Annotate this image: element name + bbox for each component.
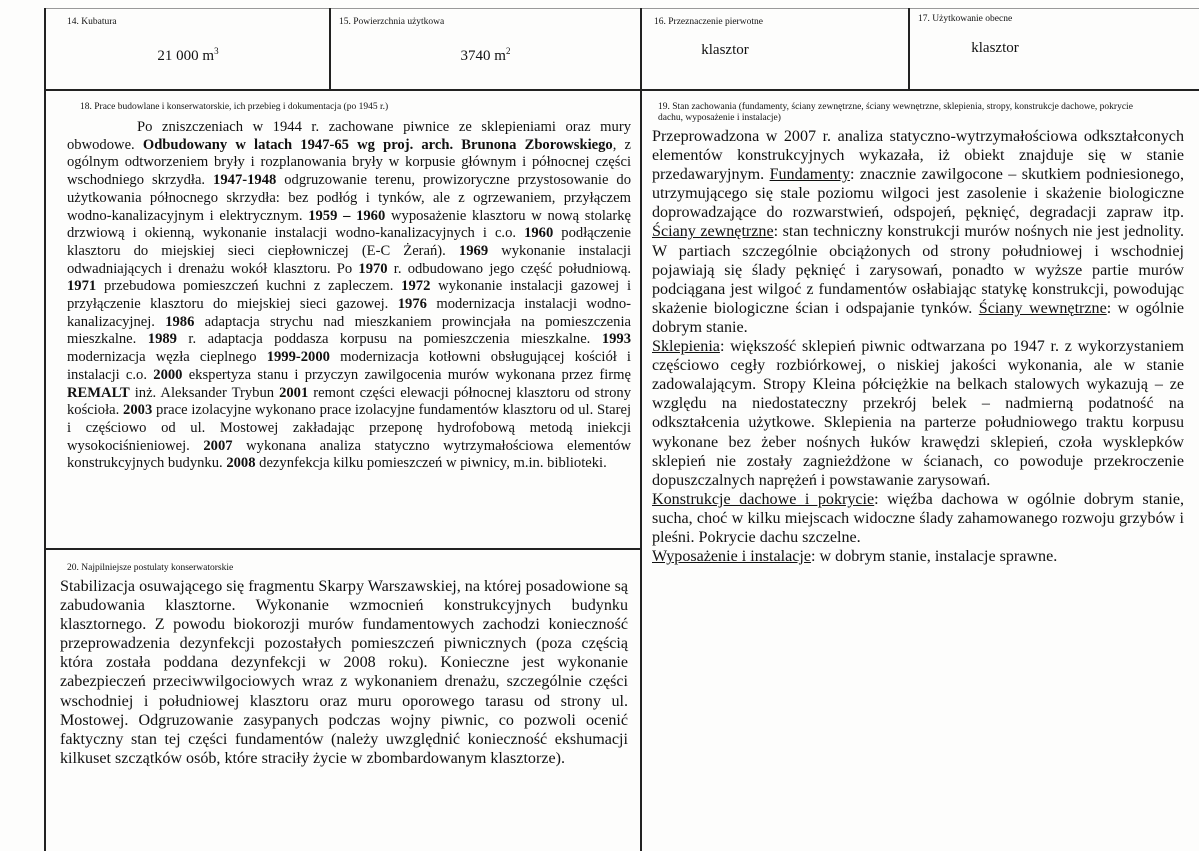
s18-t2: , z ogólnym odtworzeniem bryły i rozplanowania bryły w korpusie głównym i północnej części wschodniego skrzydła. (67, 136, 631, 189)
s19-u2: Ściany zewnętrzne (652, 223, 774, 241)
s18-t20: dezynfekcja kilku pomieszczeń w piwnicy, m.in. biblioteki. (255, 455, 607, 472)
s19-t3: : stan techniczny konstrukcji murów nośnych nie jest jednolity. W partiach szczególnie obciążonych od strony południowej i wschodniej pojawiają się ślady pęknięć i zarysowań, ponadto w wyższe partie murów podciągana jest wilgoć z fundamentów osłabiając statykę konstrukcji, powodując skażenie biologiczne ścian i odspajanie tynków. (652, 223, 1184, 317)
s18-t9: wykonanie instalacji gazowej i przyłączenie klasztoru do miejskiej sieci gazowej. (67, 278, 632, 313)
field-14-label: 14. Kubatura (67, 17, 117, 27)
section-20-label: 20. Najpilniejsze postulaty konserwatorskie (67, 563, 234, 573)
s18-b1: Odbudowany w latach 1947-65 wg proj. arch. Brunona Zborowskiego (142, 136, 613, 153)
s18-t15: ekspertyza stanu i przyczyn zawilgocenia murów wykonana przez firmę (182, 366, 631, 383)
s19-t4: : w ogólnie dobrym stanie. (652, 299, 1184, 336)
top-row-top-rule (44, 8, 1199, 9)
section-20-text: Stabilizacja osuwającego się fragmentu Skarpy Warszawskiej, na której posadowione są zabudowania klasztorne. Wykonanie wzmocnień konstrukcyjnych budynku klasztornego. Z powodu biokorozji murów fundamentowych zachodzi konieczność przeprowadzenia dezynfekcji pozostałych pomieszczeń piwnicznych (poza częścią która została poddana dezynfekcji w 2008 roku). Konieczne jest wykonanie zabezpieczeń przeciwwilgociowych wraz z wykonaniem drenażu, szczególnie części wschodniej i południowej klasztoru oraz muru oporowego tarasu od strony ul. Mostowej. Odgruzowanie zasypanych podczas wojny piwnic, co pozwoli ocenić faktyczny stan tej części fundamentów (należy uwzględnić konieczność ekshumacji kilkuset szczątków osób, które straciły życie w zbombardowanym klasztorze). (60, 578, 628, 767)
s19-u3: Ściany wewnętrzne (978, 299, 1107, 317)
field-17-label: 17. Użytkowanie obecne (918, 14, 1013, 24)
s18-b2: 1947-1948 (213, 172, 277, 189)
s18-t17: remont części elewacji północnej klasztoru od strony kościoła. (67, 384, 631, 419)
left-outer-rule (44, 8, 46, 851)
field-17-value: klasztor (971, 40, 1019, 56)
section-19-label: 19. Stan zachowania (fundamenty, ściany zewnętrzne, ściany wewnętrzne, sklepienia, stropy, konstrukcje dachowe, pokrycie dachu, wyposażenie i instalacje) (658, 102, 1133, 123)
s18-b4: 1960 (524, 225, 554, 242)
s18-t16: inż. Aleksander Trybun (129, 384, 280, 401)
field-15-unit-sup: 2 (505, 46, 511, 56)
s18-b6: 1970 (358, 260, 388, 277)
field-16-label: 16. Przeznaczenie pierwotne (654, 17, 763, 27)
s18-b3: 1959 – 1960 (308, 207, 386, 224)
s18-t5: podłączenie klasztoru do miejskiej sieci ciepłowniczej (E-C Żerań). (67, 225, 631, 259)
left-section-divider (44, 548, 641, 550)
field-16-value: klasztor (701, 42, 749, 58)
s18-b5: 1969 (458, 242, 489, 259)
s18-t12: r. adaptacja poddasza korpusu na pomieszczenia mieszkalne. (176, 331, 602, 348)
s18-b15: REMALT (67, 384, 130, 401)
s18-b14: 2000 (153, 366, 183, 383)
field-15-value (331, 48, 640, 65)
s19-u5: Konstrukcje dachowe i pokrycie (652, 490, 875, 508)
s18-t6: wykonanie instalacji odwadniających i drenażu wokół klasztoru. Po (67, 242, 632, 277)
field-14-unit-sup: 3 (214, 46, 219, 56)
s19-u1: Fundamenty (769, 166, 851, 184)
field-14-value (46, 48, 330, 65)
s18-t4: wyposażenie klasztoru w nową stolarkę drzwiową i okienną, wykonanie instalacji wodno-kanalizacyjnych i c.o. (67, 207, 631, 242)
s19-t7: : w dobrym stanie, instalacje sprawne. (811, 548, 1058, 566)
s19-t2: : znacznie zawilgocone – skutkiem podniesionego, utrzymującego się stale poziomu wilgoci jest zasolenie i skażenie biologiczne doprowadzające do rozwarstwień, odspojeń, pęknięć, degradacji zapraw itp. (652, 166, 1185, 222)
section-18-label: 18. Prace budowlane i konserwatorskie, ich przebieg i dokumentacja (po 1945 r.) (80, 102, 389, 112)
field-14-value-text: 21 000 m (157, 48, 215, 64)
s18-b7: 1971 (67, 278, 97, 295)
field-15-label: 15. Powierzchnia użytkowa (339, 17, 445, 27)
s18-t10: modernizacja instalacji wodno-kanalizacyjnej. (67, 296, 632, 330)
s18-b13: 1999-2000 (266, 349, 330, 366)
section-18-text (67, 119, 631, 473)
s18-t18: prace izolacyjne wykonano prace izolacyjne fundamentów klasztoru od ul. Starej i częściowo od ul. Mostowej zakładając przeponę hydrofobową metodą iniekcji wysokociśnieniowej. (67, 402, 632, 454)
s18-t14: modernizacja kotłowni obsługującej kościół i instalacji c.o. (67, 349, 631, 383)
s19-u4: Sklepienia (652, 338, 720, 356)
s18-t11: adaptacja strychu nad mieszkaniem prowincjała na pomieszczenia mieszkalne. (67, 313, 631, 348)
s18-b18: 2007 (203, 437, 233, 454)
s19-t5: : większość sklepień piwnic odtwarzana po 1947 r. z wykorzystaniem częściowo cegły rozbiórkowej, o niskiej jakości wykonania, ale w stanie zadowalającym. Stropy Kleina półciężkie na belkach stalowych wykazują – ze względu na niedostateczny przekrój belek – nadmierną podatność na odkształcenia użytkowe. Sklepienia na parterze południowego traktu korpusu wykonane bez żeber nośnych łuków krawędzi sklepień, czoła wysklepków sklepień nie zostały zagnieżdżone w ścianach, co powoduje przekroczenie dopuszczalnych naprężeń i powstawanie zarysowań. (652, 338, 1184, 489)
s18-b9: 1976 (397, 296, 427, 313)
s19-t1: Przeprowadzona w 2007 r. analiza statyczno-wytrzymałościowa odkształconych elementów konstrukcyjnych wykazała, iż obiekt znajduje się w stanie przedawaryjnym. (652, 128, 1184, 184)
s18-t3: odgruzowanie terenu, prowizoryczne przystosowanie do użytkowania północnego skrzydła: bez podłóg i tynków, ale z ogrzewaniem, przyłączem wodno-kanalizacyjnym i elektrycznym. (67, 172, 631, 224)
s18-t19: wykonana analiza statyczno wytrzymałościowa elementów konstrukcyjnych budynku. (67, 437, 631, 472)
section-19-text (652, 127, 1184, 566)
s18-t7: r. odbudowano jego część południową. (387, 260, 632, 277)
s18-t8: przebudowa pomieszczeń kuchni z zapleczem. (96, 278, 402, 295)
s18-b17: 2003 (123, 402, 153, 419)
s18-b19: 2008 (226, 455, 256, 472)
s18-b12: 1993 (601, 331, 631, 348)
field-15-value-text: 3740 m (460, 48, 506, 64)
top-row-bottom-rule (44, 89, 1199, 91)
s18-t1: Po zniszczeniach w 1944 r. zachowane piwnice ze sklepieniami oraz mury obwodowe. (67, 119, 631, 153)
center-divider (640, 8, 642, 851)
s19-u6: Wyposażenie i instalacje (652, 548, 812, 566)
s18-b8: 1972 (401, 278, 431, 295)
s18-b11: 1989 (147, 331, 177, 348)
s18-b16: 2001 (279, 384, 309, 401)
s19-t6: : więźba dachowa w ogólnie dobrym stanie, sucha, choć w kilku miejscach widoczne ślady zahamowanego rozwoju grzybów i pleśni. Pokrycie dachu szczelne. (652, 490, 1184, 546)
s18-b10: 1986 (165, 313, 195, 330)
divider-16-17 (908, 8, 910, 90)
s18-t13: modernizacja węzła cieplnego (67, 349, 267, 366)
